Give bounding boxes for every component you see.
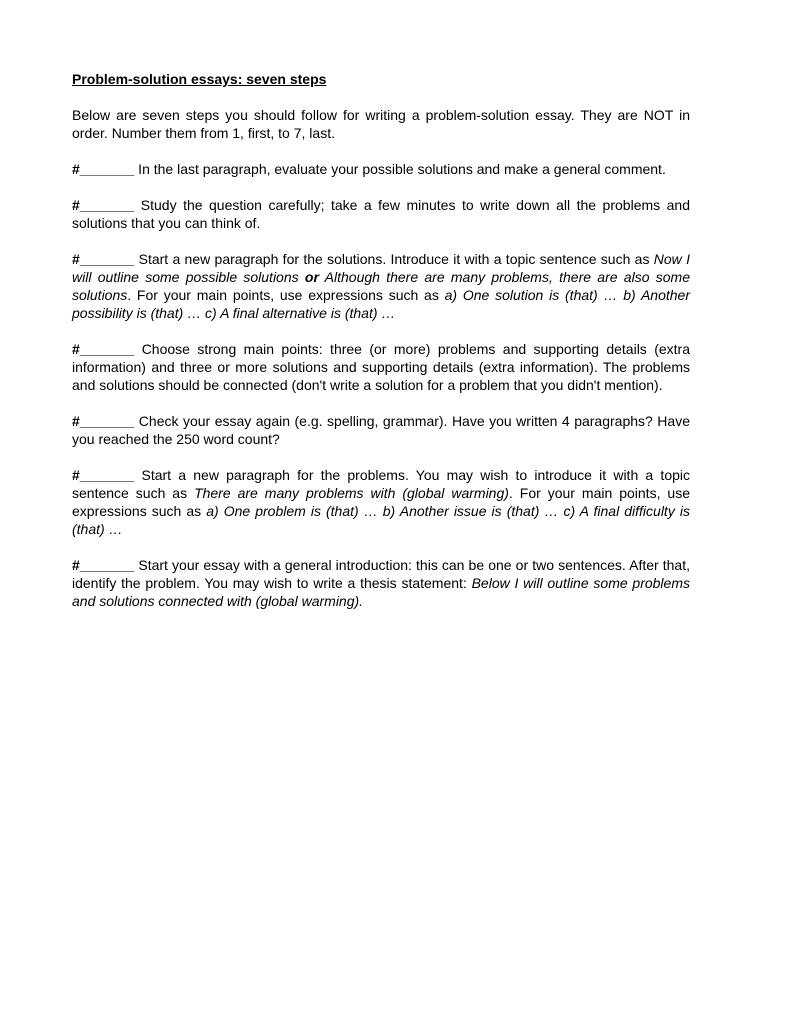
step-text: Check your essay again (e.g. spelling, grammar). Have you written 4 paragraphs? Have you reached the 250 word count?	[72, 413, 690, 447]
step-text: Start a new paragraph for the solutions. Introduce it with a topic sentence such as	[134, 251, 654, 267]
step-paragraph	[72, 160, 690, 178]
example-phrase: There are many problems with (global warming)	[194, 485, 509, 501]
step-blank: #_______	[72, 341, 135, 357]
step-paragraph	[72, 412, 690, 448]
step-blank: #_______	[72, 467, 135, 483]
step-text: . For your main points, use expressions such as	[127, 287, 445, 303]
step-blank: #_______	[72, 413, 135, 429]
step-blank: #_______	[72, 161, 135, 177]
step-text: Choose strong main points: three (or more) problems and supporting details (extra information) and three or more solutions and supporting details (extra information). The problems and solutions should be connected (don't write a solution for a problem that you didn't mention).	[72, 341, 690, 393]
conjunction: or	[304, 269, 319, 285]
step-text: Study the question carefully; take a few minutes to write down all the problems and solutions that you can think of.	[72, 197, 690, 231]
step-text: Start your essay with a general introduction: this can be one or two sentences. After that, identify the problem. You may wish to write a thesis statement:	[72, 557, 690, 591]
example-phrase: a) One problem is (that) … b) Another issue is (that) … c) A final difficulty is (that) …	[72, 503, 690, 537]
step-paragraph	[72, 340, 690, 394]
intro-paragraph: Below are seven steps you should follow for writing a problem-solution essay. They are NOT in order. Number them from 1, first, to 7, last.	[72, 107, 690, 141]
step-paragraph	[72, 196, 690, 232]
step-blank: #_______	[72, 251, 135, 267]
page-title: Problem-solution essays: seven steps	[72, 71, 327, 87]
step-text: Start a new paragraph for the problems. You may wish to introduce it with a topic sentence such as	[72, 467, 690, 501]
example-phrase: Now I will outline some possible solutions	[72, 251, 690, 285]
example-phrase: Below I will outline some problems and solutions connected with (global warming).	[72, 575, 690, 609]
step-paragraph	[72, 250, 690, 322]
example-phrase: a) One solution is (that) … b) Another possibility is (that) … c) A final alternative is (that) …	[72, 287, 690, 321]
example-phrase: Although there are many problems, there are also some solutions	[72, 269, 690, 303]
step-text: In the last paragraph, evaluate your possible solutions and make a general comment.	[134, 161, 666, 177]
step-paragraph	[72, 556, 690, 610]
step-paragraph	[72, 466, 690, 538]
step-text: . For your main points, use expressions such as	[72, 485, 690, 519]
step-blank: #_______	[72, 557, 135, 573]
step-blank: #_______	[72, 197, 135, 213]
